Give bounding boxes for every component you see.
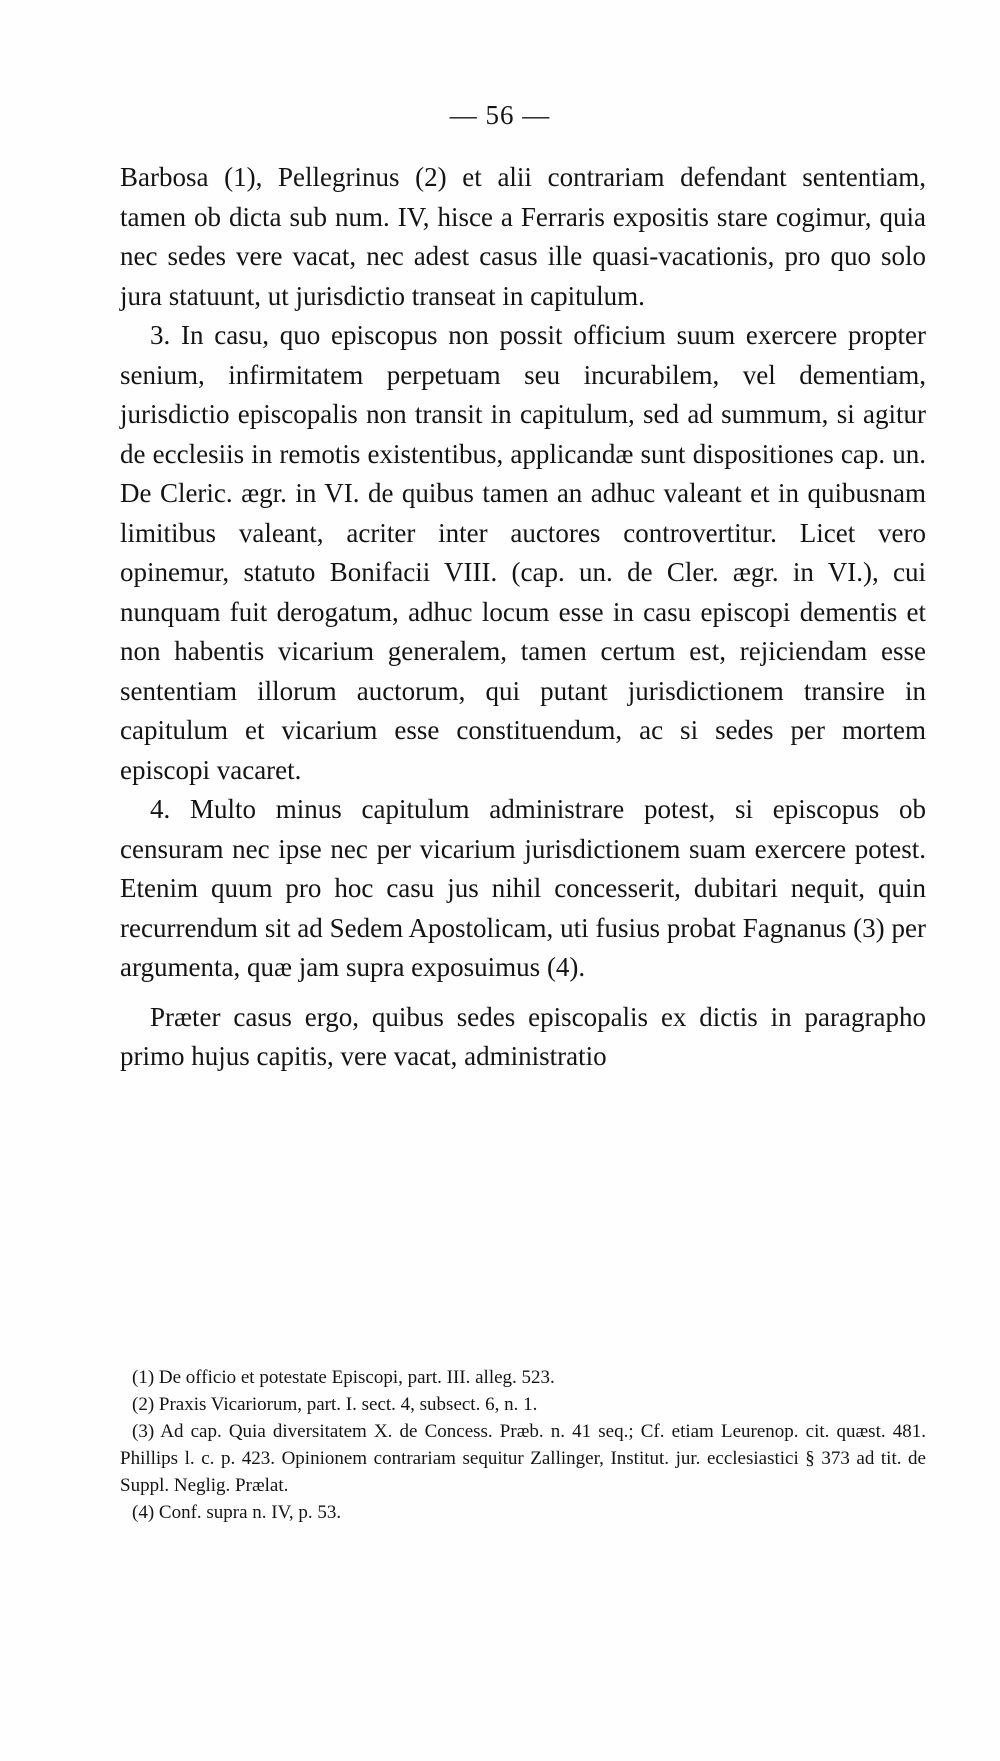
- paragraph-4: Præter casus ergo, quibus sedes episcopalis ex dictis in paragrapho primo hujus capitis, vere vacat, administratio: [120, 1001, 926, 1071]
- paragraph-1: Barbosa (1), Pellegrinus (2) et alii contrariam defendant sententiam, tamen ob dicta sub num. IV, hisce a Ferraris expositis stare cogimur, quia nec sedes vere vacat, nec adest casus ille quasi-vacationis, pro quo solo jura statuunt, ut jurisdictio transeat in capitulum.: [120, 162, 926, 311]
- footnote-2: (2) Praxis Vicariorum, part. I. sect. 4, subsect. 6, n. 1.: [132, 1394, 538, 1415]
- footnote-1: (1) De officio et potestate Episcopi, part. III. alleg. 523.: [132, 1367, 555, 1388]
- footnotes: [120, 1364, 926, 1526]
- body-text: [120, 158, 926, 1077]
- paragraph-2: 3. In casu, quo episcopus non possit officium suum exercere propter senium, infirmitatem perpetuam seu incurabilem, vel dementiam, jurisdictio episcopalis non transit in capitulum, sed ad summum, si agitur de ecclesiis in remotis existentibus, applicandæ sunt dispositiones cap. un. De Cleric. ægr. in VI. de quibus tamen an adhuc valeant et in quibusnam limitibus valeant, acriter inter auctores controvertitur. Licet vero opinemur, statuto Bonifacii VIII. (cap. un. de Cler. ægr. in VI.), cui nunquam fuit derogatum, adhuc locum esse in casu episcopi dementis et non habentis vicarium generalem, tamen certum est, rejiciendam esse sententiam illorum auctorum, qui putant jurisdictionem transire in capitulum et vicarium esse constituendum, ac si sedes per mortem episcopi vacaret.: [120, 320, 926, 785]
- paragraph-3: 4. Multo minus capitulum administrare potest, si episcopus ob censuram nec ipse nec per vicarium jurisdictionem suam exercere potest. Etenim quum pro hoc casu jus nihil concesserit, dubitari nequit, quin recurrendum sit ad Sedem Apostolicam, uti fusius probat Fagnanus (3) per argumenta, quæ jam supra exposuimus (4).: [120, 794, 926, 982]
- footnote-3: (3) Ad cap. Quia diversitatem X. de Concess. Præb. n. 41 seq.; Cf. etiam Leurenop. cit. quæst. 481. Phillips l. c. p. 423. Opinionem contrariam sequitur Zallinger, Institut. jur. ecclesiastici § 373 ad tit. de Suppl. Neglig. Prælat.: [120, 1421, 926, 1496]
- page-number: — 56 —: [449, 100, 551, 130]
- footnote-4: (4) Conf. supra n. IV, p. 53.: [132, 1502, 342, 1523]
